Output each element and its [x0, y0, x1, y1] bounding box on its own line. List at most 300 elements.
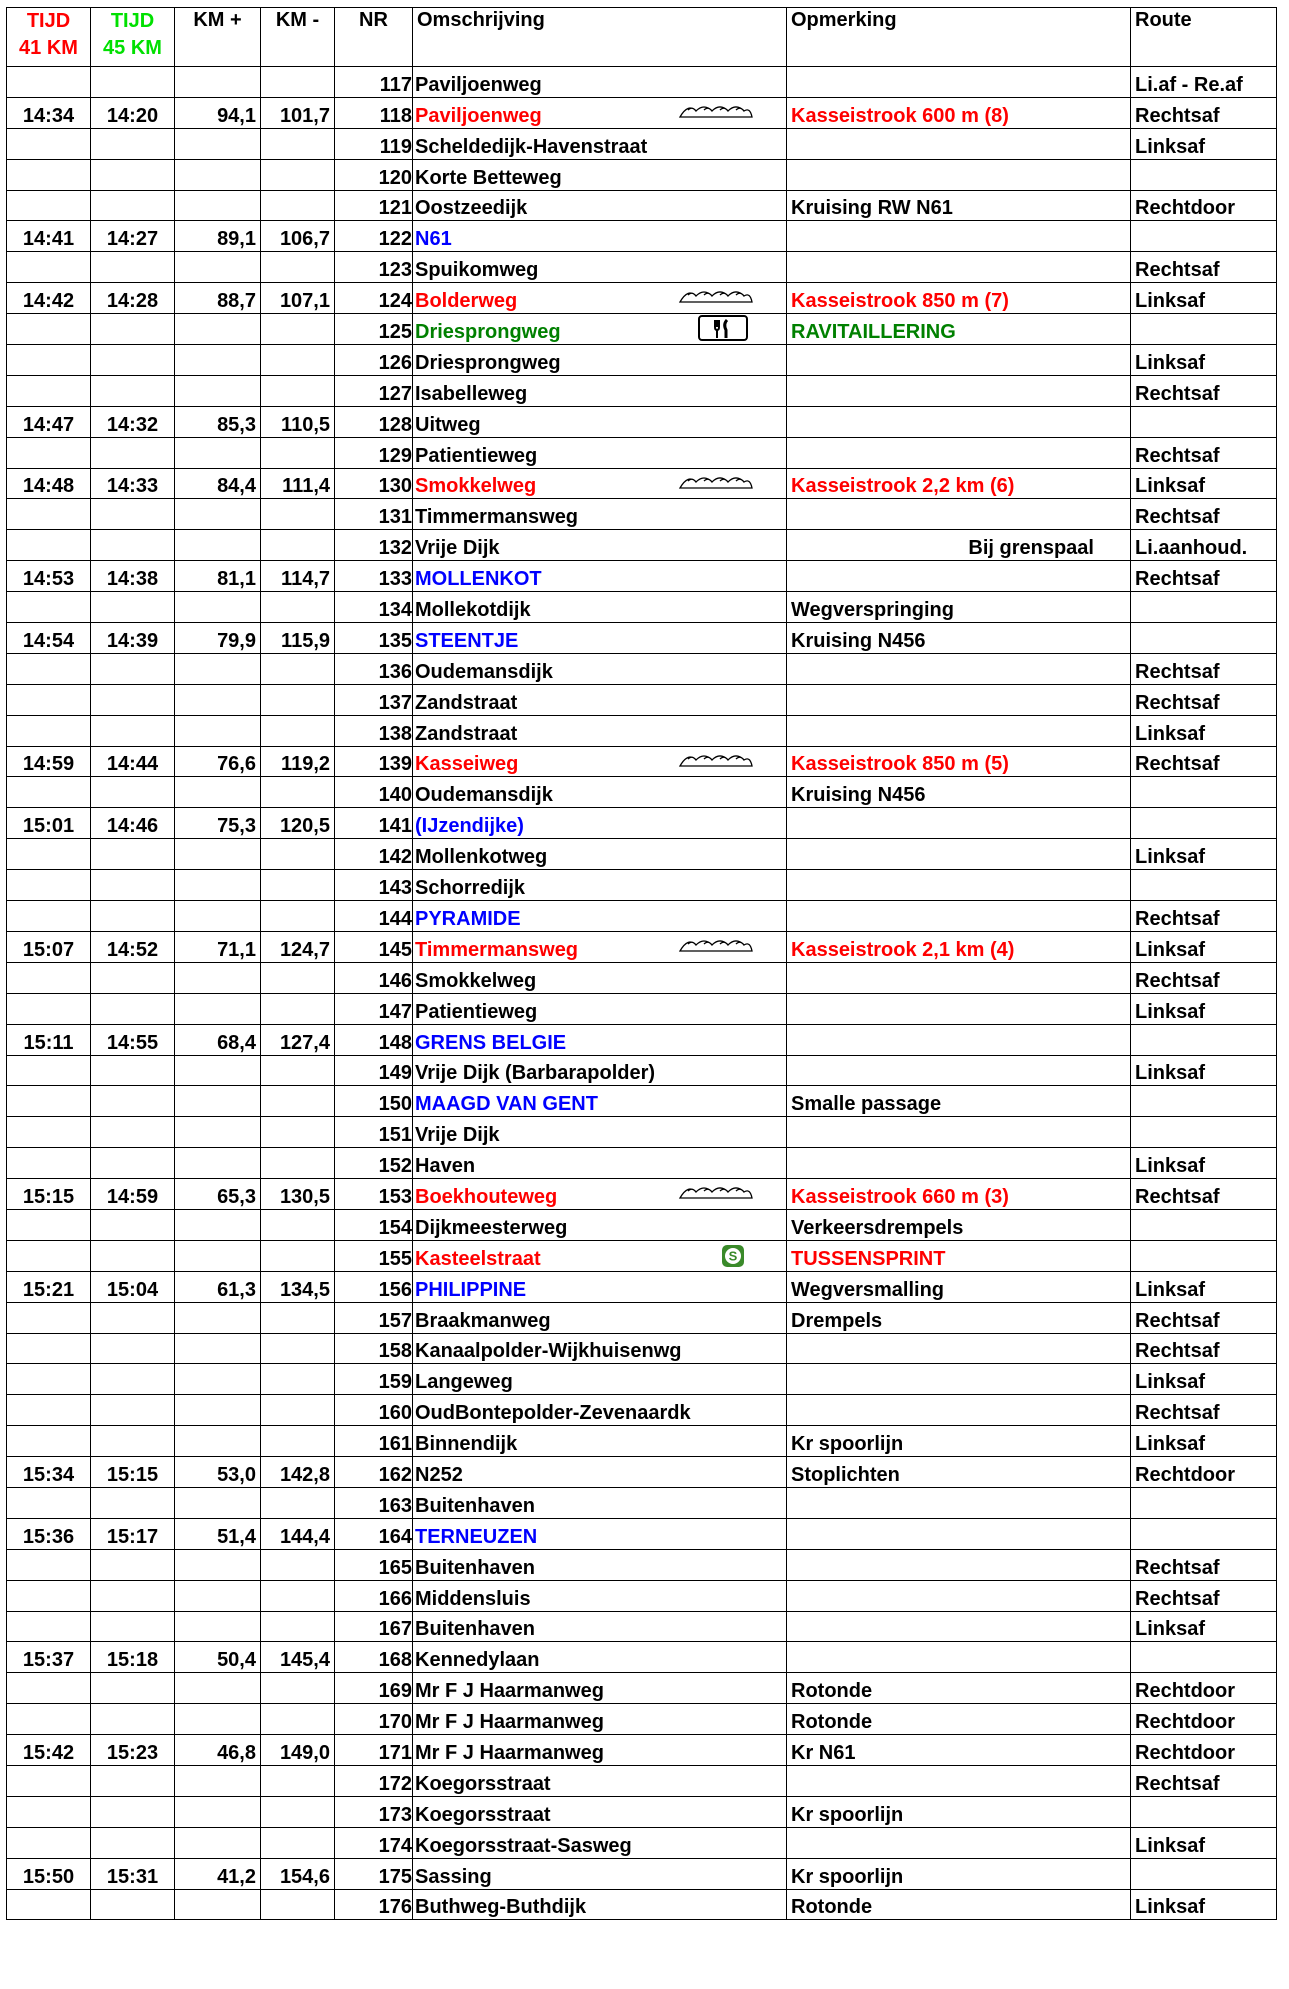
cell-opmerking: [787, 653, 1131, 684]
cell-route: [1131, 623, 1277, 654]
cell-nr: [335, 283, 413, 314]
cell-opmerking: [787, 1611, 1131, 1642]
cell-nr: [335, 1735, 413, 1766]
cell-km-plus-text: 53,0: [217, 1463, 256, 1486]
cell-route: [1131, 1426, 1277, 1457]
cell-km-plus: [175, 375, 261, 406]
cell-km-minus: [261, 437, 335, 468]
cell-omschrijving-text: Middensluis: [415, 1587, 531, 1610]
cell-opmerking-text: RAVITAILLERING: [791, 321, 956, 344]
cell-nr-text: 133: [378, 568, 412, 591]
table-row: [7, 1518, 1277, 1549]
cell-time-45km: [91, 1642, 175, 1673]
cell-omschrijving-text: OudBontepolder-Zevenaardk: [415, 1402, 691, 1425]
cell-nr: [335, 252, 413, 283]
cell-km-plus: [175, 159, 261, 190]
cell-route-text: Rechtdoor: [1135, 1741, 1235, 1764]
cell-nr: [335, 1673, 413, 1704]
cell-km-minus-text: 144,4: [279, 1525, 330, 1548]
cell-km-minus-text: 145,4: [279, 1649, 330, 1672]
cell-route-text: Linksaf: [1135, 938, 1206, 961]
cell-opmerking: [787, 623, 1131, 654]
cell-km-plus: [175, 746, 261, 777]
cell-omschrijving-text: Mr F J Haarmanweg: [415, 1680, 604, 1703]
table-row: [7, 808, 1277, 839]
cell-route: [1131, 1395, 1277, 1426]
cell-time-41km: [7, 345, 91, 376]
cell-route: [1131, 1148, 1277, 1179]
table-row: [7, 592, 1277, 623]
cell-km-minus-text: 115,9: [281, 629, 330, 652]
cell-nr-text: 162: [378, 1463, 412, 1486]
cell-route: [1131, 962, 1277, 993]
cell-nr-text: 120: [378, 166, 412, 189]
table-row: [7, 1457, 1277, 1488]
cell-km-plus: [175, 653, 261, 684]
cell-route: [1131, 1364, 1277, 1395]
cell-opmerking: [787, 1673, 1131, 1704]
cell-time-45km: [91, 468, 175, 499]
cell-omschrijving-text: Smokkelweg: [415, 475, 537, 498]
cell-nr: [335, 1487, 413, 1518]
cell-time-41km-text: 15:11: [23, 1031, 74, 1054]
cell-km-minus: [261, 653, 335, 684]
cell-omschrijving: [413, 314, 787, 345]
cell-km-minus: [261, 715, 335, 746]
cell-omschrijving-text: Smokkelweg: [415, 969, 537, 992]
cell-km-minus: [261, 375, 335, 406]
cell-km-plus-text: 81,1: [217, 568, 256, 591]
cell-time-45km-text: 15:18: [106, 1649, 159, 1672]
cell-nr: [335, 962, 413, 993]
cell-omschrijving: [413, 97, 787, 128]
cell-route-text: Rechtdoor: [1135, 1680, 1235, 1703]
cell-opmerking-text: Kasseistrook 850 m (5): [791, 753, 1009, 776]
cell-omschrijving: [413, 345, 787, 376]
cobblestone-icon: [678, 750, 754, 768]
cell-km-minus: [261, 499, 335, 530]
cell-time-45km: [91, 1333, 175, 1364]
cell-time-41km: [7, 746, 91, 777]
cell-km-minus: [261, 839, 335, 870]
cell-route-text: Rechtsaf: [1135, 1587, 1220, 1610]
table-row: [7, 653, 1277, 684]
cell-omschrijving: [413, 993, 787, 1024]
cell-omschrijving-text: Buthweg-Buthdijk: [415, 1896, 587, 1919]
cell-time-41km: [7, 1024, 91, 1055]
cell-omschrijving: [413, 931, 787, 962]
table-row: [7, 1117, 1277, 1148]
cell-route-text: Rechtsaf: [1135, 907, 1220, 930]
table-row: [7, 468, 1277, 499]
cell-km-plus-text: 71,1: [217, 938, 256, 961]
cell-nr: [335, 314, 413, 345]
cell-km-plus: [175, 715, 261, 746]
cell-route: [1131, 1271, 1277, 1302]
cell-route-text: Rechtsaf: [1135, 1772, 1220, 1795]
cell-opmerking: [787, 870, 1131, 901]
cell-km-plus: [175, 1209, 261, 1240]
cell-time-41km: [7, 1765, 91, 1796]
cell-km-minus-text: 154,6: [279, 1865, 330, 1888]
cell-nr-text: 137: [378, 691, 412, 714]
cell-omschrijving-text: Paviljoenweg: [415, 104, 542, 127]
cell-opmerking: [787, 437, 1131, 468]
cell-route: [1131, 1796, 1277, 1827]
cell-opmerking: [787, 499, 1131, 530]
cell-omschrijving: [413, 252, 787, 283]
cell-omschrijving: [413, 1271, 787, 1302]
cell-opmerking: [787, 1240, 1131, 1271]
cell-opmerking: [787, 962, 1131, 993]
cell-time-41km: [7, 97, 91, 128]
cell-opmerking: [787, 1209, 1131, 1240]
header-nr: NR: [335, 8, 413, 67]
cell-time-41km-text: 15:15: [22, 1185, 75, 1208]
cell-time-41km: [7, 314, 91, 345]
cell-omschrijving: [413, 684, 787, 715]
cell-nr-text: 139: [378, 753, 412, 776]
cell-km-plus: [175, 1487, 261, 1518]
cell-opmerking: [787, 1735, 1131, 1766]
cell-time-45km: [91, 1055, 175, 1086]
cell-omschrijving: [413, 1209, 787, 1240]
cell-time-45km: [91, 653, 175, 684]
cell-nr-text: 129: [378, 444, 412, 467]
cell-km-plus: [175, 283, 261, 314]
cell-opmerking: [787, 97, 1131, 128]
cell-omschrijving-text: Vrije Dijk: [415, 537, 500, 560]
cell-route-text: Linksaf: [1135, 1000, 1206, 1023]
cell-route-text: Rechtdoor: [1135, 1711, 1235, 1734]
cell-nr: [335, 190, 413, 221]
cell-time-41km: [7, 1086, 91, 1117]
cell-nr-text: 150: [378, 1093, 412, 1116]
cell-nr-text: 135: [378, 629, 412, 652]
table-row: [7, 1302, 1277, 1333]
header-km-minus: KM -: [261, 8, 335, 67]
cell-time-45km-text: 14:39: [106, 629, 159, 652]
cell-time-41km: [7, 1055, 91, 1086]
cell-omschrijving-text: Buitenhaven: [415, 1494, 536, 1517]
cell-nr: [335, 1209, 413, 1240]
cell-time-41km: [7, 962, 91, 993]
cell-omschrijving: [413, 1117, 787, 1148]
cell-km-plus-text: 89,1: [217, 228, 256, 251]
cell-time-41km-text: 14:59: [22, 753, 75, 776]
cell-time-45km: [91, 128, 175, 159]
cell-time-45km: [91, 1889, 175, 1920]
cell-route: [1131, 221, 1277, 252]
header-tijd-41km: [7, 8, 91, 67]
cell-time-41km: [7, 1179, 91, 1210]
cell-nr: [335, 1179, 413, 1210]
cell-route-text: Rechtsaf: [1135, 104, 1220, 127]
cell-opmerking: [787, 190, 1131, 221]
cell-opmerking: [787, 1024, 1131, 1055]
cell-km-minus: [261, 870, 335, 901]
cell-nr: [335, 1271, 413, 1302]
cell-opmerking: [787, 1487, 1131, 1518]
table-row: [7, 1426, 1277, 1457]
cell-nr: [335, 1518, 413, 1549]
cell-nr-text: 168: [378, 1649, 412, 1672]
cell-nr: [335, 1364, 413, 1395]
cell-km-minus-text: 114,7: [281, 568, 330, 591]
cell-nr: [335, 746, 413, 777]
cell-opmerking-text: Drempels: [791, 1309, 883, 1332]
cell-omschrijving: [413, 1364, 787, 1395]
table-row: [7, 993, 1277, 1024]
cell-omschrijving-text: Mollenkotweg: [415, 846, 548, 869]
cell-km-plus: [175, 1055, 261, 1086]
cell-opmerking-text: Kasseistrook 2,2 km (6): [791, 475, 1015, 498]
cell-km-plus: [175, 684, 261, 715]
cell-route: [1131, 1704, 1277, 1735]
cell-omschrijving: [413, 962, 787, 993]
cell-km-plus-text: 85,3: [217, 413, 256, 436]
cell-omschrijving-text: Timmermansweg: [415, 938, 579, 961]
cell-opmerking-text: Kr spoorlijn: [791, 1865, 904, 1888]
cell-omschrijving-text: Korte Betteweg: [415, 166, 562, 189]
cell-nr: [335, 561, 413, 592]
cell-time-45km: [91, 406, 175, 437]
cell-omschrijving: [413, 128, 787, 159]
cell-km-minus: [261, 314, 335, 345]
cell-km-plus: [175, 1395, 261, 1426]
cell-km-minus: [261, 684, 335, 715]
cell-time-41km-text: 14:47: [22, 413, 75, 436]
table-row: [7, 97, 1277, 128]
cell-time-41km-text: 15:42: [22, 1741, 75, 1764]
cell-route: [1131, 1487, 1277, 1518]
cell-route: [1131, 1179, 1277, 1210]
cell-omschrijving: [413, 406, 787, 437]
cell-route: [1131, 406, 1277, 437]
cell-omschrijving-text: Braakmanweg: [415, 1309, 551, 1332]
cell-nr: [335, 1055, 413, 1086]
cell-time-41km-text: 15:50: [22, 1865, 75, 1888]
cell-nr: [335, 1457, 413, 1488]
cell-time-45km-text: 14:33: [106, 475, 159, 498]
cell-time-45km: [91, 1024, 175, 1055]
cell-omschrijving: [413, 1457, 787, 1488]
cell-route: [1131, 1827, 1277, 1858]
cell-time-45km: [91, 1796, 175, 1827]
cell-nr: [335, 1117, 413, 1148]
cell-km-plus: [175, 1704, 261, 1735]
cell-opmerking: [787, 314, 1131, 345]
cell-nr: [335, 623, 413, 654]
cell-nr-text: 175: [378, 1865, 412, 1888]
cell-nr: [335, 159, 413, 190]
cell-omschrijving-text: Mollekotdijk: [415, 599, 531, 622]
table-row: [7, 746, 1277, 777]
cell-time-41km-text: 15:01: [22, 815, 75, 838]
cell-nr-text: 131: [378, 506, 412, 529]
cell-route: [1131, 1024, 1277, 1055]
cell-km-minus-text: 120,5: [279, 815, 330, 838]
cell-time-41km: [7, 592, 91, 623]
cell-route: [1131, 777, 1277, 808]
cell-opmerking-text: Kr spoorlijn: [791, 1433, 904, 1456]
table-row: [7, 1827, 1277, 1858]
cell-km-plus: [175, 1086, 261, 1117]
cell-nr: [335, 221, 413, 252]
cell-time-45km: [91, 530, 175, 561]
table-row: [7, 715, 1277, 746]
cell-time-41km-text: 14:34: [22, 104, 75, 127]
cell-km-minus: [261, 1457, 335, 1488]
cell-route-text: Rechtsaf: [1135, 444, 1220, 467]
cell-time-41km: [7, 1642, 91, 1673]
table-row: [7, 1487, 1277, 1518]
cell-route: [1131, 345, 1277, 376]
cell-omschrijving-text: Bolderweg: [415, 290, 518, 313]
cell-opmerking-text: Wegversmalling: [791, 1278, 945, 1301]
cell-time-41km: [7, 808, 91, 839]
cell-time-41km: [7, 1580, 91, 1611]
cell-km-minus: [261, 190, 335, 221]
table-row: [7, 67, 1277, 98]
header-km-plus: KM +: [175, 8, 261, 67]
cell-omschrijving: [413, 1302, 787, 1333]
cell-route: [1131, 1302, 1277, 1333]
cell-nr-text: 154: [378, 1216, 412, 1239]
cell-nr-text: 170: [378, 1711, 412, 1734]
cell-omschrijving-text: Binnendijk: [415, 1433, 518, 1456]
cell-nr-text: 166: [378, 1587, 412, 1610]
cell-km-plus: [175, 97, 261, 128]
cell-route: [1131, 808, 1277, 839]
cell-km-minus: [261, 1148, 335, 1179]
cell-km-minus: [261, 1395, 335, 1426]
cell-km-minus-text: 124,7: [279, 938, 330, 961]
cell-km-plus-text: 68,4: [217, 1031, 256, 1054]
cell-opmerking-text: Smalle passage: [791, 1093, 942, 1116]
cell-route: [1131, 67, 1277, 98]
table-row: [7, 561, 1277, 592]
header-tijd-41-label: TIJD: [26, 10, 71, 32]
cell-time-41km: [7, 1302, 91, 1333]
cell-time-41km: [7, 839, 91, 870]
cell-omschrijving: [413, 1704, 787, 1735]
cell-nr-text: 157: [378, 1309, 412, 1332]
cobblestone-icon: [678, 472, 754, 490]
cell-time-41km: [7, 468, 91, 499]
cell-time-41km: [7, 1117, 91, 1148]
cell-omschrijving-text: MOLLENKOT: [415, 568, 542, 591]
cell-km-minus: [261, 1302, 335, 1333]
cell-km-plus: [175, 1302, 261, 1333]
cell-opmerking: [787, 1302, 1131, 1333]
cell-km-minus: [261, 67, 335, 98]
cell-km-minus: [261, 746, 335, 777]
cell-omschrijving-text: Buitenhaven: [415, 1556, 536, 1579]
cell-nr-text: 156: [378, 1278, 412, 1301]
cell-opmerking: [787, 1117, 1131, 1148]
cell-omschrijving: [413, 901, 787, 932]
cell-time-45km: [91, 1302, 175, 1333]
cell-opmerking: [787, 345, 1131, 376]
cell-opmerking: [787, 1765, 1131, 1796]
cell-omschrijving-text: MAAGD VAN GENT: [415, 1093, 598, 1116]
cell-time-45km: [91, 1395, 175, 1426]
cell-km-plus: [175, 1148, 261, 1179]
cell-km-plus: [175, 128, 261, 159]
table-row: [7, 962, 1277, 993]
cell-time-45km: [91, 839, 175, 870]
cell-km-minus: [261, 1704, 335, 1735]
cell-omschrijving-text: Sassing: [415, 1865, 492, 1888]
cell-omschrijving: [413, 437, 787, 468]
cell-omschrijving: [413, 1796, 787, 1827]
cell-km-plus: [175, 993, 261, 1024]
cell-route: [1131, 1765, 1277, 1796]
cell-nr-text: 117: [379, 73, 412, 96]
cell-opmerking: [787, 592, 1131, 623]
cell-time-45km: [91, 1457, 175, 1488]
cell-omschrijving: [413, 1827, 787, 1858]
cell-opmerking-text: Rotonde: [791, 1896, 873, 1919]
cell-opmerking-text: Kasseistrook 850 m (7): [791, 290, 1009, 313]
cell-route: [1131, 252, 1277, 283]
cell-nr: [335, 1302, 413, 1333]
cell-time-45km: [91, 437, 175, 468]
cell-route-text: Linksaf: [1135, 290, 1206, 313]
cell-km-plus: [175, 345, 261, 376]
route-table: [6, 7, 1277, 1920]
cell-km-minus: [261, 808, 335, 839]
cell-time-41km-text: 15:21: [22, 1278, 75, 1301]
cell-time-45km: [91, 1271, 175, 1302]
cell-opmerking: [787, 561, 1131, 592]
cell-nr: [335, 1858, 413, 1889]
cell-omschrijving-text: Driesprongweg: [415, 321, 561, 344]
cell-km-minus: [261, 128, 335, 159]
cell-omschrijving: [413, 468, 787, 499]
cell-opmerking: [787, 1796, 1131, 1827]
cell-route: [1131, 499, 1277, 530]
cell-opmerking: [787, 808, 1131, 839]
cell-route-text: Li.af - Re.af: [1135, 73, 1243, 96]
cell-km-minus: [261, 777, 335, 808]
cell-opmerking-text: Kruising N456: [791, 629, 926, 652]
cell-omschrijving-text: Buitenhaven: [415, 1618, 536, 1641]
cell-time-45km-text: 14:59: [106, 1185, 159, 1208]
cell-route-text: Rechtsaf: [1135, 382, 1220, 405]
table-row: [7, 901, 1277, 932]
cell-nr-text: 173: [378, 1803, 412, 1826]
cell-time-45km-text: 15:31: [106, 1865, 159, 1888]
cell-nr: [335, 1426, 413, 1457]
cell-km-plus: [175, 1271, 261, 1302]
cell-omschrijving: [413, 623, 787, 654]
header-tijd-45-label: TIJD: [110, 10, 155, 32]
cell-km-minus-text: 127,4: [279, 1031, 330, 1054]
cell-route-text: Rechtsaf: [1135, 1185, 1220, 1208]
cell-km-plus: [175, 870, 261, 901]
cell-nr: [335, 1642, 413, 1673]
cell-route-text: Rechtsaf: [1135, 753, 1220, 776]
cell-omschrijving: [413, 839, 787, 870]
cell-opmerking: [787, 1518, 1131, 1549]
cell-route: [1131, 870, 1277, 901]
cell-time-45km-text: 14:55: [106, 1031, 159, 1054]
cell-time-41km: [7, 777, 91, 808]
cell-nr-text: 159: [378, 1371, 412, 1394]
cell-omschrijving: [413, 1148, 787, 1179]
